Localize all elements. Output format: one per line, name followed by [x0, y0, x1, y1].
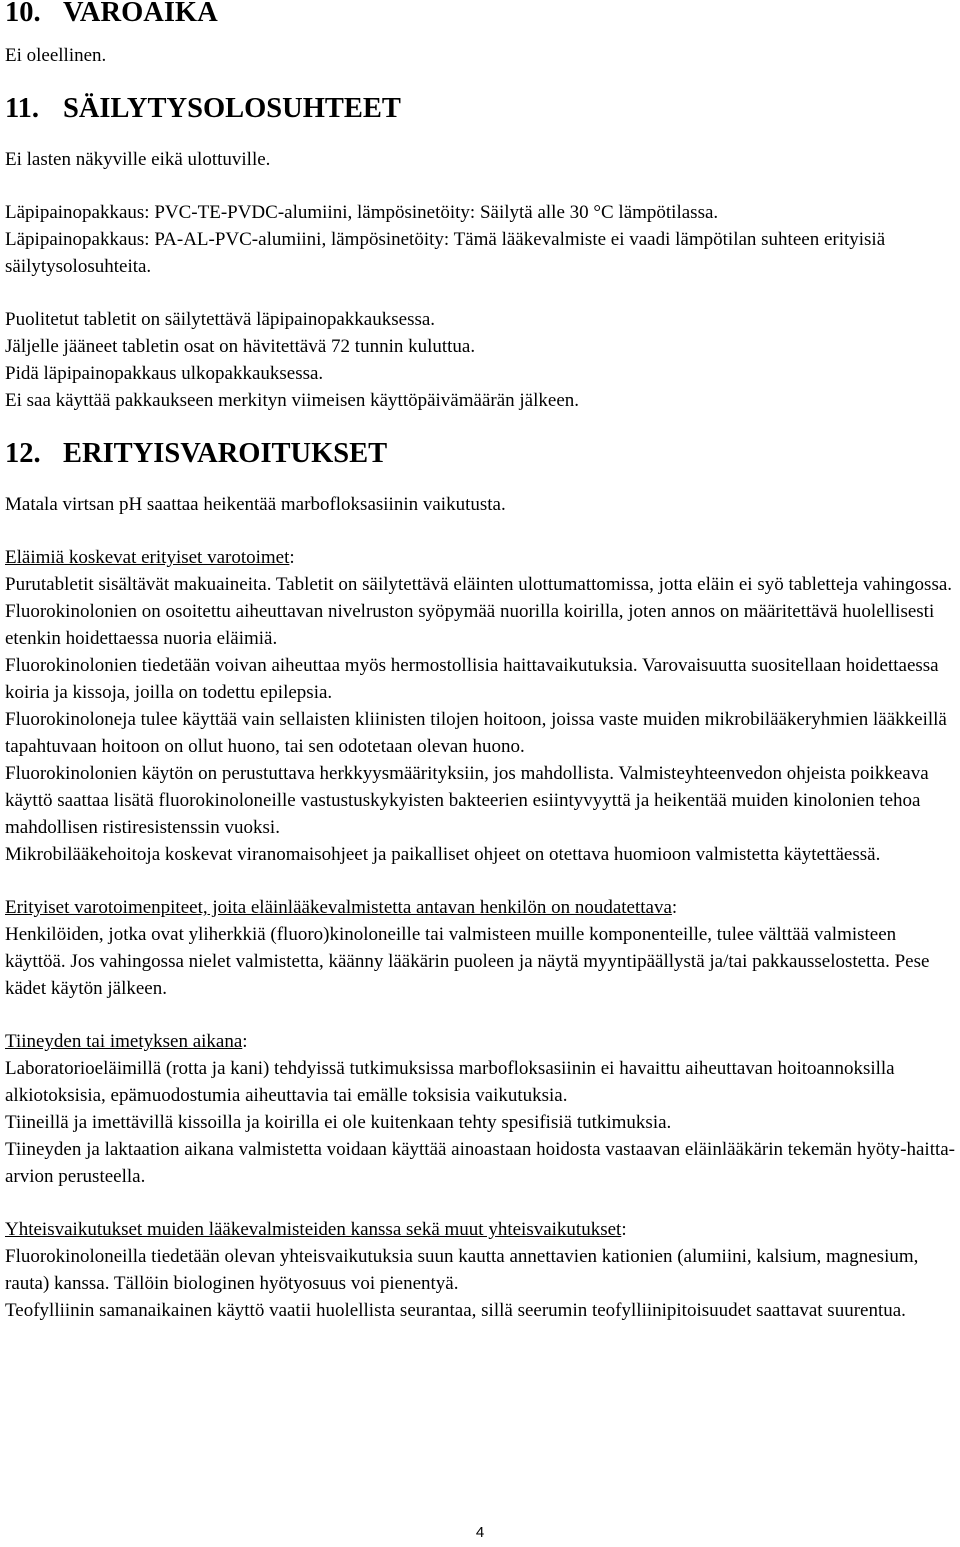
interactions-paragraph-1: Fluorokinoloneilla tiedetään olevan yhteisvaikutuksia suun kautta annettavien kationien (alumiini, kalsium, magnesium, rauta) kanssa. Tällöin biologinen hyötyosuus voi pienentyä.: [5, 1246, 919, 1294]
storage-halved-tablets: Puolitetut tabletit on säilytettävä läpipainopakkauksessa.: [5, 309, 436, 330]
animals-paragraph-3: Fluorokinolonien tiedetään voivan aiheuttaa myös hermostollisia haittavaikutuksia. Varovaisuutta suositellaan hoidettaessa koiria ja kissoja, joilla on todettu epilepsia.: [5, 655, 939, 703]
section-10-title: VAROAIKA: [63, 0, 218, 28]
document-page: [5, 0, 955, 1324]
animals-paragraph-6: Mikrobilääkehoitoja koskevat viranomaisohjeet ja paikalliset ohjeet on otettava huomioon valmistetta käytettäessä.: [5, 844, 881, 865]
page-number: 4: [475, 1524, 485, 1541]
pregnancy-paragraph-3: Tiineyden ja laktaation aikana valmistetta voidaan käyttää ainoastaan hoidosta vastaavan eläinlääkärin tekemän hyöty-haitta-arvion perusteella.: [5, 1139, 956, 1187]
persons-heading: Erityiset varotoimenpiteet, joita eläinlääkevalmistetta antavan henkilön on noudatettava:: [5, 897, 678, 918]
interactions-paragraph-2: Teofylliinin samanaikainen käyttö vaatii huolellista seurantaa, sillä seerumin teofylliinipitoisuudet saattavat suurentua.: [5, 1300, 906, 1321]
animals-heading: Eläimiä koskevat erityiset varotoimet:: [5, 547, 295, 568]
storage-children-text: Ei lasten näkyville eikä ulottuville.: [5, 149, 271, 170]
section-11-number: 11.: [5, 93, 40, 124]
storage-blister-2: Läpipainopakkaus: PA-AL-PVC-alumiini, lämpösinetöity: Tämä lääkevalmiste ei vaadi lämpötilan suhteen erityisiä säilytysolosuhteita.: [5, 229, 886, 277]
pregnancy-paragraph-1: Laboratorioeläimillä (rotta ja kani) tehdyissä tutkimuksissa marbofloksasiinin ei havaittu aiheuttavan hoitoannoksilla alkiotoksisia, epämuodostumia aiheuttavia tai emälle toksisia vaikutuksia.: [5, 1058, 895, 1106]
animals-paragraph-4: Fluorokinoloneja tulee käyttää vain sellaisten kliinisten tilojen hoitoon, joissa vaste muiden mikrobilääkeryhmien lääkkeillä tapahtuvaan hoitoon on ollut huono, tai sen odotetaan olevan huono.: [5, 709, 947, 757]
storage-blister-1: Läpipainopakkaus: PVC-TE-PVDC-alumiini, lämpösinetöity: Säilytä alle 30 °C lämpötilassa.: [5, 202, 719, 223]
pregnancy-paragraph-2: Tiineillä ja imettävillä kissoilla ja koirilla ei ole kuitenkaan tehty spesifisiä tutkimuksia.: [5, 1112, 672, 1133]
section-12-heading: [5, 438, 955, 469]
storage-remaining-parts: Jäljelle jääneet tabletin osat on hävitettävä 72 tunnin kuluttua.: [5, 336, 476, 357]
animals-paragraph-5: Fluorokinolonien käytön on perustuttava herkkyysmäärityksiin, jos mahdollista. Valmisteyhteenvedon ohjeista poikkeava käyttö saattaa lisätä fluorokinoloneille vastustuskykyisten bakteerien esiintyvyyttä ja heikentää muiden kinolonien tehoa mahdollisen ristiresistenssin vuoksi.: [5, 763, 929, 838]
animals-paragraph-2: Fluorokinolonien on osoitettu aiheuttavan nivelruston syöpymää nuorilla koirilla, joten annos on määritettävä huolellisesti etenkin hoidettaessa nuoria eläimiä.: [5, 601, 935, 649]
animals-paragraph-1: Purutabletit sisältävät makuaineita. Tabletit on säilytettävä eläinten ulottumattomissa, jotta eläin ei syö tabletteja vahingossa.: [5, 574, 953, 595]
interactions-heading: Yhteisvaikutukset muiden lääkevalmisteiden kanssa sekä muut yhteisvaikutukset:: [5, 1219, 627, 1240]
storage-outer-pack: Pidä läpipainopakkaus ulkopakkauksessa.: [5, 363, 324, 384]
section-12-title: ERITYISVAROITUKSET: [63, 438, 388, 469]
section-10-heading: [5, 0, 955, 26]
warnings-intro: Matala virtsan pH saattaa heikentää marbofloksasiinin vaikutusta.: [5, 494, 506, 515]
pregnancy-heading: Tiineyden tai imetyksen aikana:: [5, 1031, 248, 1052]
storage-expiry: Ei saa käyttää pakkaukseen merkityn viimeisen käyttöpäivämäärän jälkeen.: [5, 390, 579, 411]
section-10-text: Ei oleellinen.: [5, 45, 107, 66]
section-11-title: SÄILYTYSOLOSUHTEET: [63, 93, 401, 124]
persons-paragraph-1: Henkilöiden, jotka ovat yliherkkiä (fluoro)kinoloneille tai valmisteen muille komponenteille, tulee välttää valmisteen käyttöä. Jos vahingossa nielet valmistetta, käänny lääkärin puoleen ja näytä myyntipäällystä ja/tai pakkausselostetta. Pese kädet käytön jälkeen.: [5, 924, 930, 999]
section-11-heading: [5, 93, 955, 124]
section-10-number: 10.: [5, 0, 41, 28]
section-12-number: 12.: [5, 438, 41, 469]
